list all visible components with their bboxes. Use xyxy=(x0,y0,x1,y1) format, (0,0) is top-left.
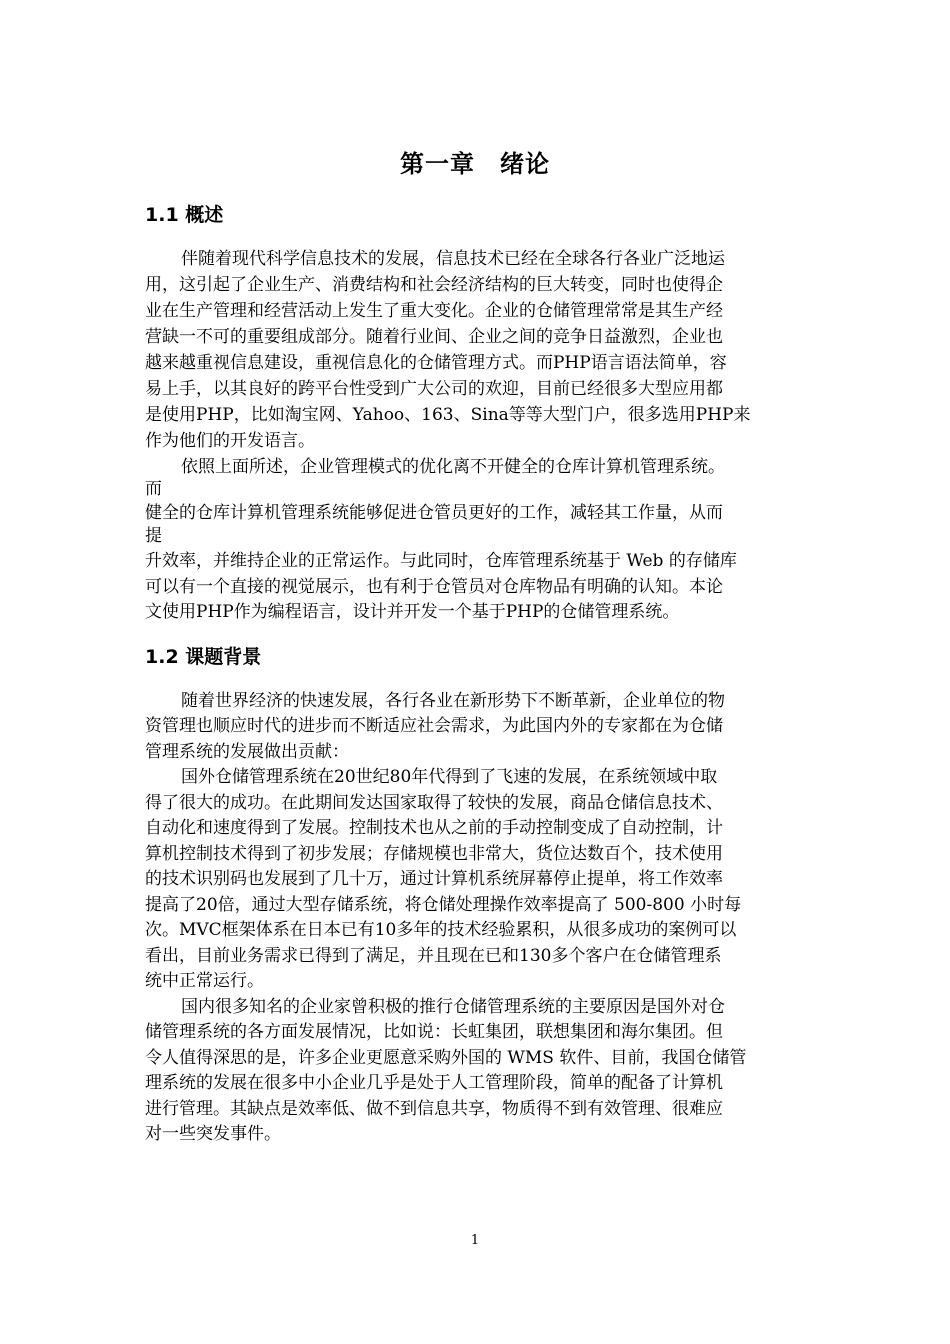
paragraph-line: 用，这引起了企业生产、消费结构和社会经济结构的巨大转变，同时也使得企 xyxy=(145,275,723,295)
paragraph-line: 文使用PHP作为编程语言，设计并开发一个基于PHP的仓储管理系统。 xyxy=(145,602,680,622)
paragraph-line: 升效率，并维持企业的正常运作。与此同时，仓库管理系统基于 Web 的存储库 xyxy=(145,551,737,571)
paragraph-line: 越来越重视信息建设，重视信息化的仓储管理方式。而PHP语言语法简单，容 xyxy=(145,353,727,373)
paragraph-line: 易上手，以其良好的跨平台性受到广大公司的欢迎，目前已经很多大型应用都 xyxy=(145,379,723,399)
paragraph-line: 次。MVC框架体系在日本已有10多年的技术经验累积，从很多成功的案例可以 xyxy=(145,920,737,940)
paragraph-line: 营缺一不可的重要组成部分。随着行业间、企业之间的竞争日益激烈，企业也 xyxy=(145,327,723,347)
paragraph-line: 而 xyxy=(145,479,162,499)
paragraph-line: 自动化和速度得到了发展。控制技术也从之前的手动控制变成了自动控制，计 xyxy=(145,818,723,838)
paragraph-line: 统中正常运行。 xyxy=(145,971,264,991)
section-heading-1-2: 1.2 课题背景 xyxy=(145,646,262,668)
paragraph-line: 依照上面所述，企业管理模式的优化离不开健全的仓库计算机管理系统。 xyxy=(181,457,725,477)
paragraph-line: 储管理系统的各方面发展情况，比如说：长虹集团，联想集团和海尔集团。但 xyxy=(145,1022,723,1042)
paragraph-line: 算机控制技术得到了初步发展；存储规模也非常大，货位达数百个，技术使用 xyxy=(145,844,723,864)
chapter-title: 第一章 绪论 xyxy=(400,150,550,178)
section-heading-1-1: 1.1 概述 xyxy=(145,204,224,226)
paragraph-line: 资管理也顺应时代的进步而不断适应社会需求，为此国内外的专家都在为仓储 xyxy=(145,716,723,736)
paragraph-line: 管理系统的发展做出贡献： xyxy=(145,742,349,762)
paragraph-line: 提高了20倍，通过大型存储系统，将仓储处理操作效率提高了 500-800 小时每 xyxy=(145,895,742,915)
paragraph-line: 业在生产管理和经营活动上发生了重大变化。企业的仓储管理常常是其生产经 xyxy=(145,301,723,321)
paragraph-line: 令人值得深思的是，许多企业更愿意采购外国的 WMS 软件、目前，我国仓储管 xyxy=(145,1048,747,1068)
paragraph-line: 作为他们的开发语言。 xyxy=(145,431,315,451)
paragraph-line: 可以有一个直接的视觉展示，也有利于仓管员对仓库物品有明确的认知。本论 xyxy=(145,577,723,597)
paragraph-line: 伴随着现代科学信息技术的发展，信息技术已经在全球各行各业广泛地运 xyxy=(181,249,725,269)
paragraph-line: 理系统的发展在很多中小企业几乎是处于人工管理阶段，简单的配备了计算机 xyxy=(145,1073,723,1093)
paragraph-line: 得了很大的成功。在此期间发达国家取得了较快的发展，商品仓储信息技术、 xyxy=(145,793,723,813)
paragraph-line: 健全的仓库计算机管理系统能够促进仓管员更好的工作，减轻其工作量，从而 xyxy=(145,503,723,523)
paragraph-line: 进行管理。其缺点是效率低、做不到信息共享，物质得不到有效管理、很难应 xyxy=(145,1099,723,1119)
paragraph-line: 国内很多知名的企业家曾积极的推行仓储管理系统的主要原因是国外对仓 xyxy=(181,997,725,1017)
paragraph-line: 对一些突发事件。 xyxy=(145,1124,281,1144)
page-number: 1 xyxy=(470,1233,480,1248)
paragraph-line: 看出，目前业务需求已得到了满足，并且现在已和130多个客户在仓储管理系 xyxy=(145,946,722,966)
paragraph-line: 国外仓储管理系统在20世纪80年代得到了飞速的发展，在系统领域中取 xyxy=(181,767,718,787)
paragraph-line: 提 xyxy=(145,526,162,546)
paragraph-line: 的技术识别码也发展到了几十万，通过计算机系统屏幕停止提单，将工作效率 xyxy=(145,869,723,889)
paragraph-line: 随着世界经济的快速发展，各行各业在新形势下不断革新，企业单位的物 xyxy=(181,691,725,711)
paragraph-line: 是使用PHP，比如淘宝网、Yahoo、163、Sina等等大型门户，很多选用PHP来 xyxy=(145,405,751,425)
